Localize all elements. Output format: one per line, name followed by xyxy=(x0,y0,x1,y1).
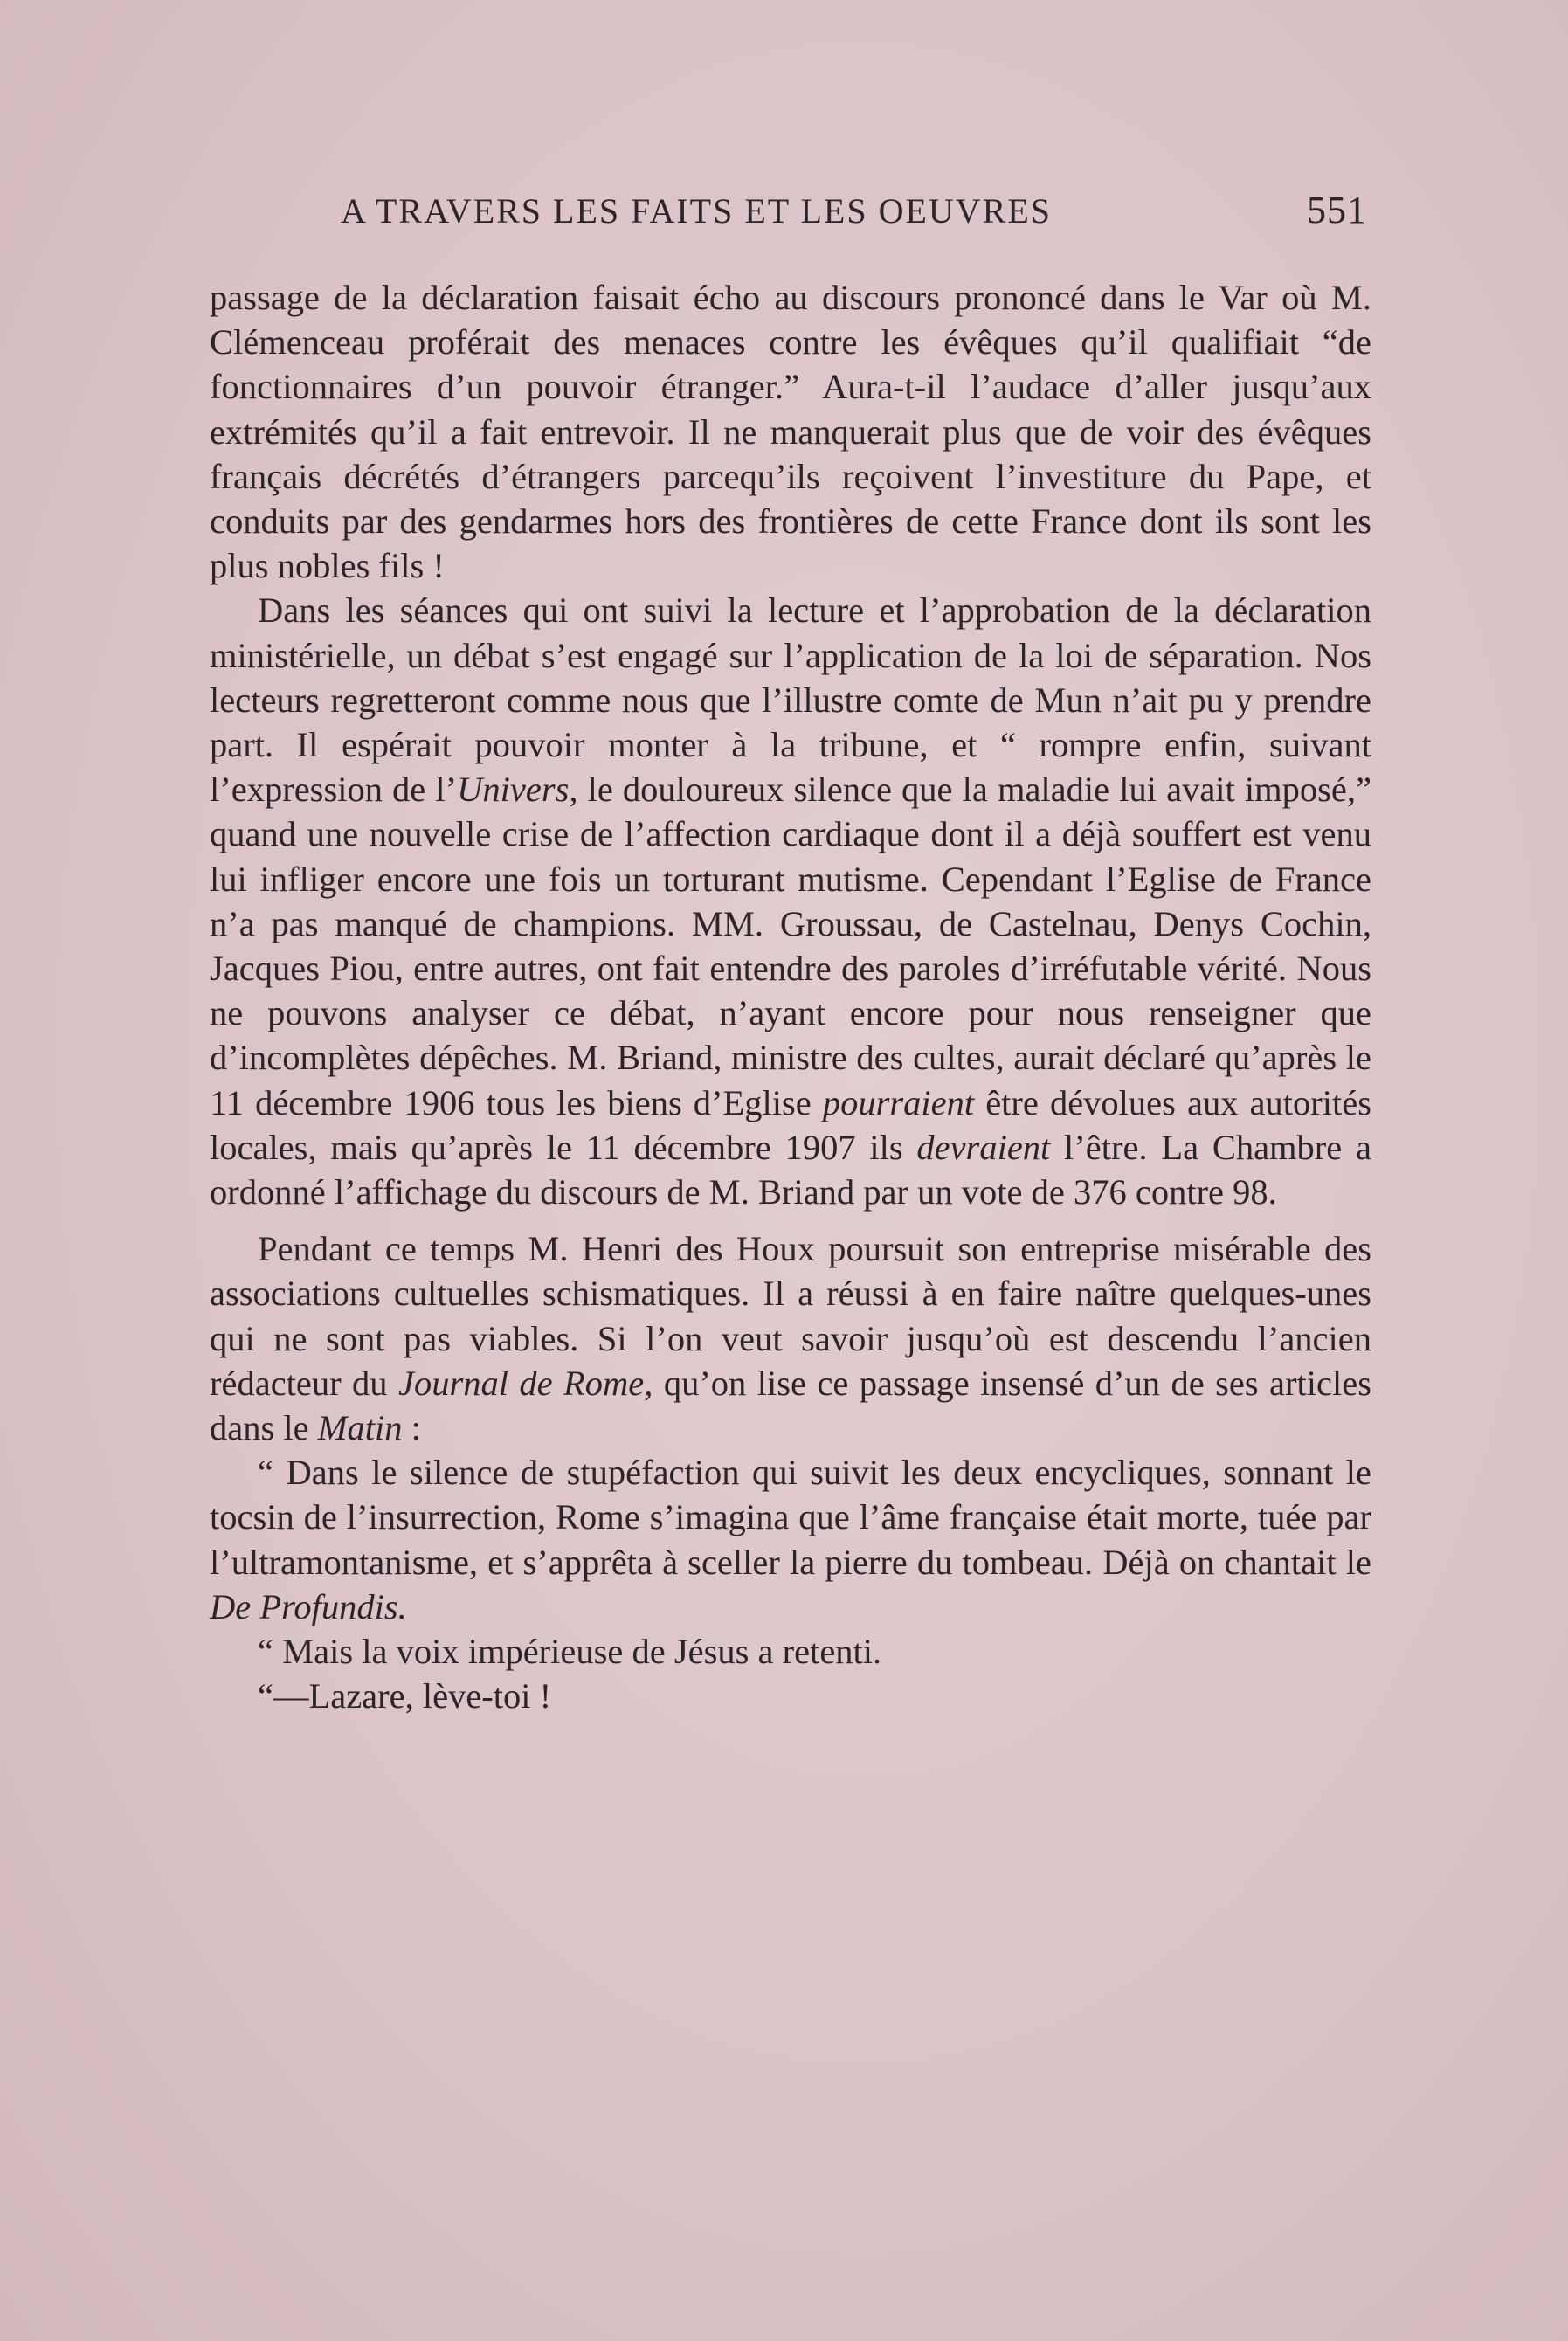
paragraph-3-part-2: qu’on lise ce passage insensé d’un de ses articles dans le xyxy=(210,1363,1371,1448)
paragraph-3 xyxy=(210,1226,1371,1450)
paragraph-2-part-3: être dévolues aux autorités locales, mais qu’après le 11 décembre 1907 ils xyxy=(210,1082,1371,1167)
paragraph-4-italic-1: De Profundis. xyxy=(210,1586,407,1626)
paragraph-1-text: passage de la déclaration faisait écho au discours prononcé dans le Var où M. Clémenceau proférait des menaces contre les évêques qu’il qualifiait “de fonctionnaires d’un pouvoir étranger.” Aura-t-il l’audace d’aller jusqu’aux extrémités qu’il a fait entrevoir. Il ne manquerait plus que de voir des évêques français décrétés d’étrangers parcequ’ils reçoivent l’investiture du Pape, et conduits par des gendarmes hors des frontières de cette France dont ils sont les plus nobles fils ! xyxy=(210,278,1371,586)
paragraph-1 xyxy=(210,275,1371,588)
paragraph-3-part-3: : xyxy=(402,1408,421,1448)
paragraph-2 xyxy=(210,588,1371,1214)
paragraph-2-part-2: le douloureux silence que la maladie lui avait imposé,” quand une nouvelle crise de l’affection cardiaque dont il a déjà souffert est venu lui infliger encore une fois un torturant mutisme. Cependant l’Eglise de France n’a pas manqué de champions. MM. Groussau, de Castelnau, Denys Cochin, Jacques Piou, entre autres, ont fait entendre des paroles d’irréfutable vérité. Nous ne pouvons analyser ce débat, n’ayant encore pour nous renseigner que d’incomplètes dépêches. M. Briand, ministre des cultes, aurait déclaré qu’après le 11 décembre 1906 tous les biens d’Eglise xyxy=(210,770,1371,1122)
paragraph-5-text: “ Mais la voix impérieuse de Jésus a retenti. xyxy=(258,1632,882,1672)
paragraph-2-italic-3: devraient xyxy=(916,1127,1051,1167)
running-head xyxy=(341,188,1367,240)
paragraph-2-italic-2: pourraient xyxy=(822,1082,975,1122)
paragraph-3-italic-2: Matin xyxy=(317,1408,403,1448)
running-head-title: A TRAVERS LES FAITS ET LES OEUVRES xyxy=(341,191,1053,231)
paragraph-5-quote xyxy=(210,1629,1371,1674)
body-text xyxy=(210,275,1371,1719)
paragraph-3-italic-1: Journal de Rome, xyxy=(397,1363,653,1403)
paragraph-6-text: “—Lazare, lève-toi ! xyxy=(258,1676,552,1716)
paragraph-4-part-1: “ Dans le silence de stupéfaction qui suivit les deux encycliques, sonnant le tocsin de l’insurrection, Rome s’imagina que l’âme française était morte, tuée par l’ultramontanisme, et s’apprêta à sceller la pierre du tombeau. Déjà on chantait le xyxy=(210,1453,1371,1582)
paragraph-4-quote xyxy=(210,1450,1371,1629)
page-number: 551 xyxy=(1307,189,1367,231)
paragraph-2-part-4: l’être. La Chambre a ordonné l’affichage du discours de M. Briand par un vote de 376 contre 98. xyxy=(210,1127,1371,1212)
paragraph-2-part-1: Dans les séances qui ont suivi la lecture et l’approbation de la déclaration ministérielle, un débat s’est engagé sur l’application de la loi de séparation. Nos lecteurs regretteront comme nous que l’illustre comte de Mun n’ait pu y prendre part. Il espérait pouvoir monter à la tribune, et “ rompre enfin, suivant l’expression de l’ xyxy=(210,590,1371,810)
paragraph-2-italic-1: Univers, xyxy=(457,770,578,810)
paragraph-3-part-1: Pendant ce temps M. Henri des Houx poursuit son entreprise misérable des associations cultuelles schismatiques. Il a réussi à en faire naître quelques-unes qui ne sont pas viables. Si l’on veut savoir jusqu’où est descendu l’ancien rédacteur du xyxy=(210,1229,1371,1403)
paragraph-6-quote xyxy=(210,1674,1371,1718)
